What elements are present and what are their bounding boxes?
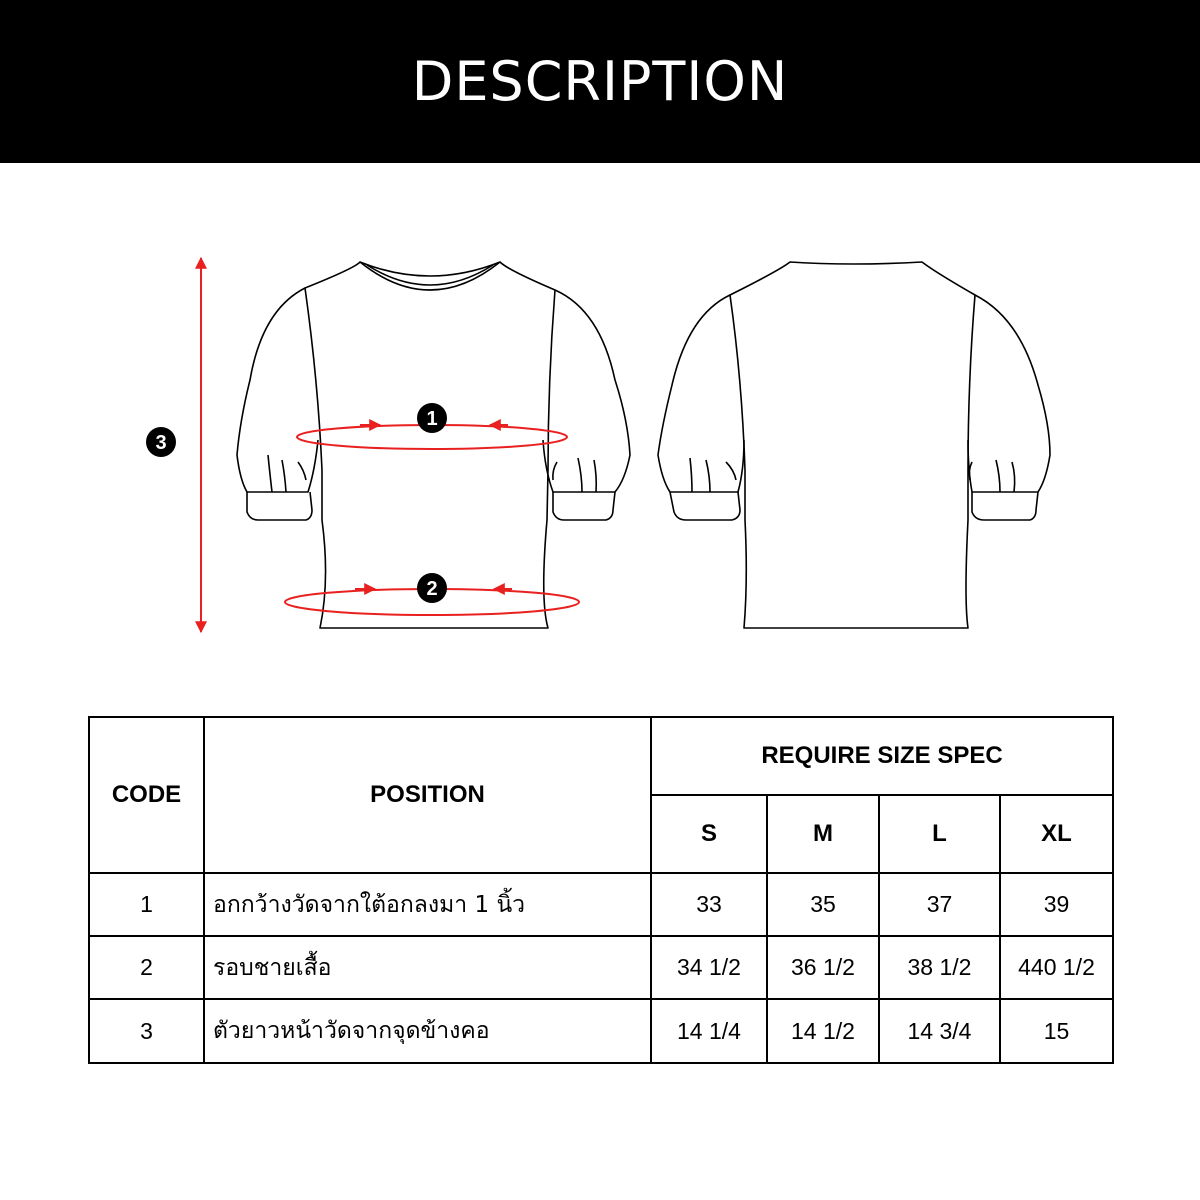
svg-text:3: 3	[155, 432, 167, 454]
size-header-l: L	[879, 795, 1000, 873]
row-value-xl: 15	[1000, 999, 1113, 1063]
row-value-xl: 39	[1000, 873, 1113, 936]
marker-1	[417, 403, 447, 433]
svg-text:1: 1	[426, 408, 438, 430]
row-value-s: 34 1/2	[651, 936, 767, 999]
row-value-xl: 440 1/2	[1000, 936, 1113, 999]
position-header: POSITION	[204, 717, 651, 873]
marker-2	[417, 573, 447, 603]
size-header-xl: XL	[1000, 795, 1113, 873]
row-position: ตัวยาวหน้าวัดจากจุดข้างคอ	[204, 999, 651, 1063]
row-value-l: 37	[879, 873, 1000, 936]
row-value-m: 35	[767, 873, 879, 936]
garment-illustration	[0, 163, 1200, 713]
size-spec-table	[88, 716, 1114, 1064]
back-shirt-icon	[658, 262, 1050, 628]
size-header-m: M	[767, 795, 879, 873]
row-value-l: 38 1/2	[879, 936, 1000, 999]
size-spec-header: REQUIRE SIZE SPEC	[651, 717, 1113, 795]
table-row	[89, 999, 1113, 1063]
table-row	[89, 936, 1113, 999]
size-header-s: S	[651, 795, 767, 873]
row-position: รอบชายเสื้อ	[204, 936, 651, 999]
row-code: 3	[89, 999, 204, 1063]
row-value-m: 36 1/2	[767, 936, 879, 999]
row-code: 1	[89, 873, 204, 936]
row-code: 2	[89, 936, 204, 999]
code-header: CODE	[89, 717, 204, 873]
row-value-m: 14 1/2	[767, 999, 879, 1063]
page-title: DESCRIPTION	[411, 50, 789, 113]
row-value-s: 14 1/4	[651, 999, 767, 1063]
marker-3	[146, 427, 176, 457]
table-row	[89, 873, 1113, 936]
header-bar	[0, 0, 1200, 163]
row-value-l: 14 3/4	[879, 999, 1000, 1063]
svg-text:2: 2	[426, 578, 438, 600]
row-position: อกกว้างวัดจากใต้อกลงมา 1 นิ้ว	[204, 873, 651, 936]
row-value-s: 33	[651, 873, 767, 936]
